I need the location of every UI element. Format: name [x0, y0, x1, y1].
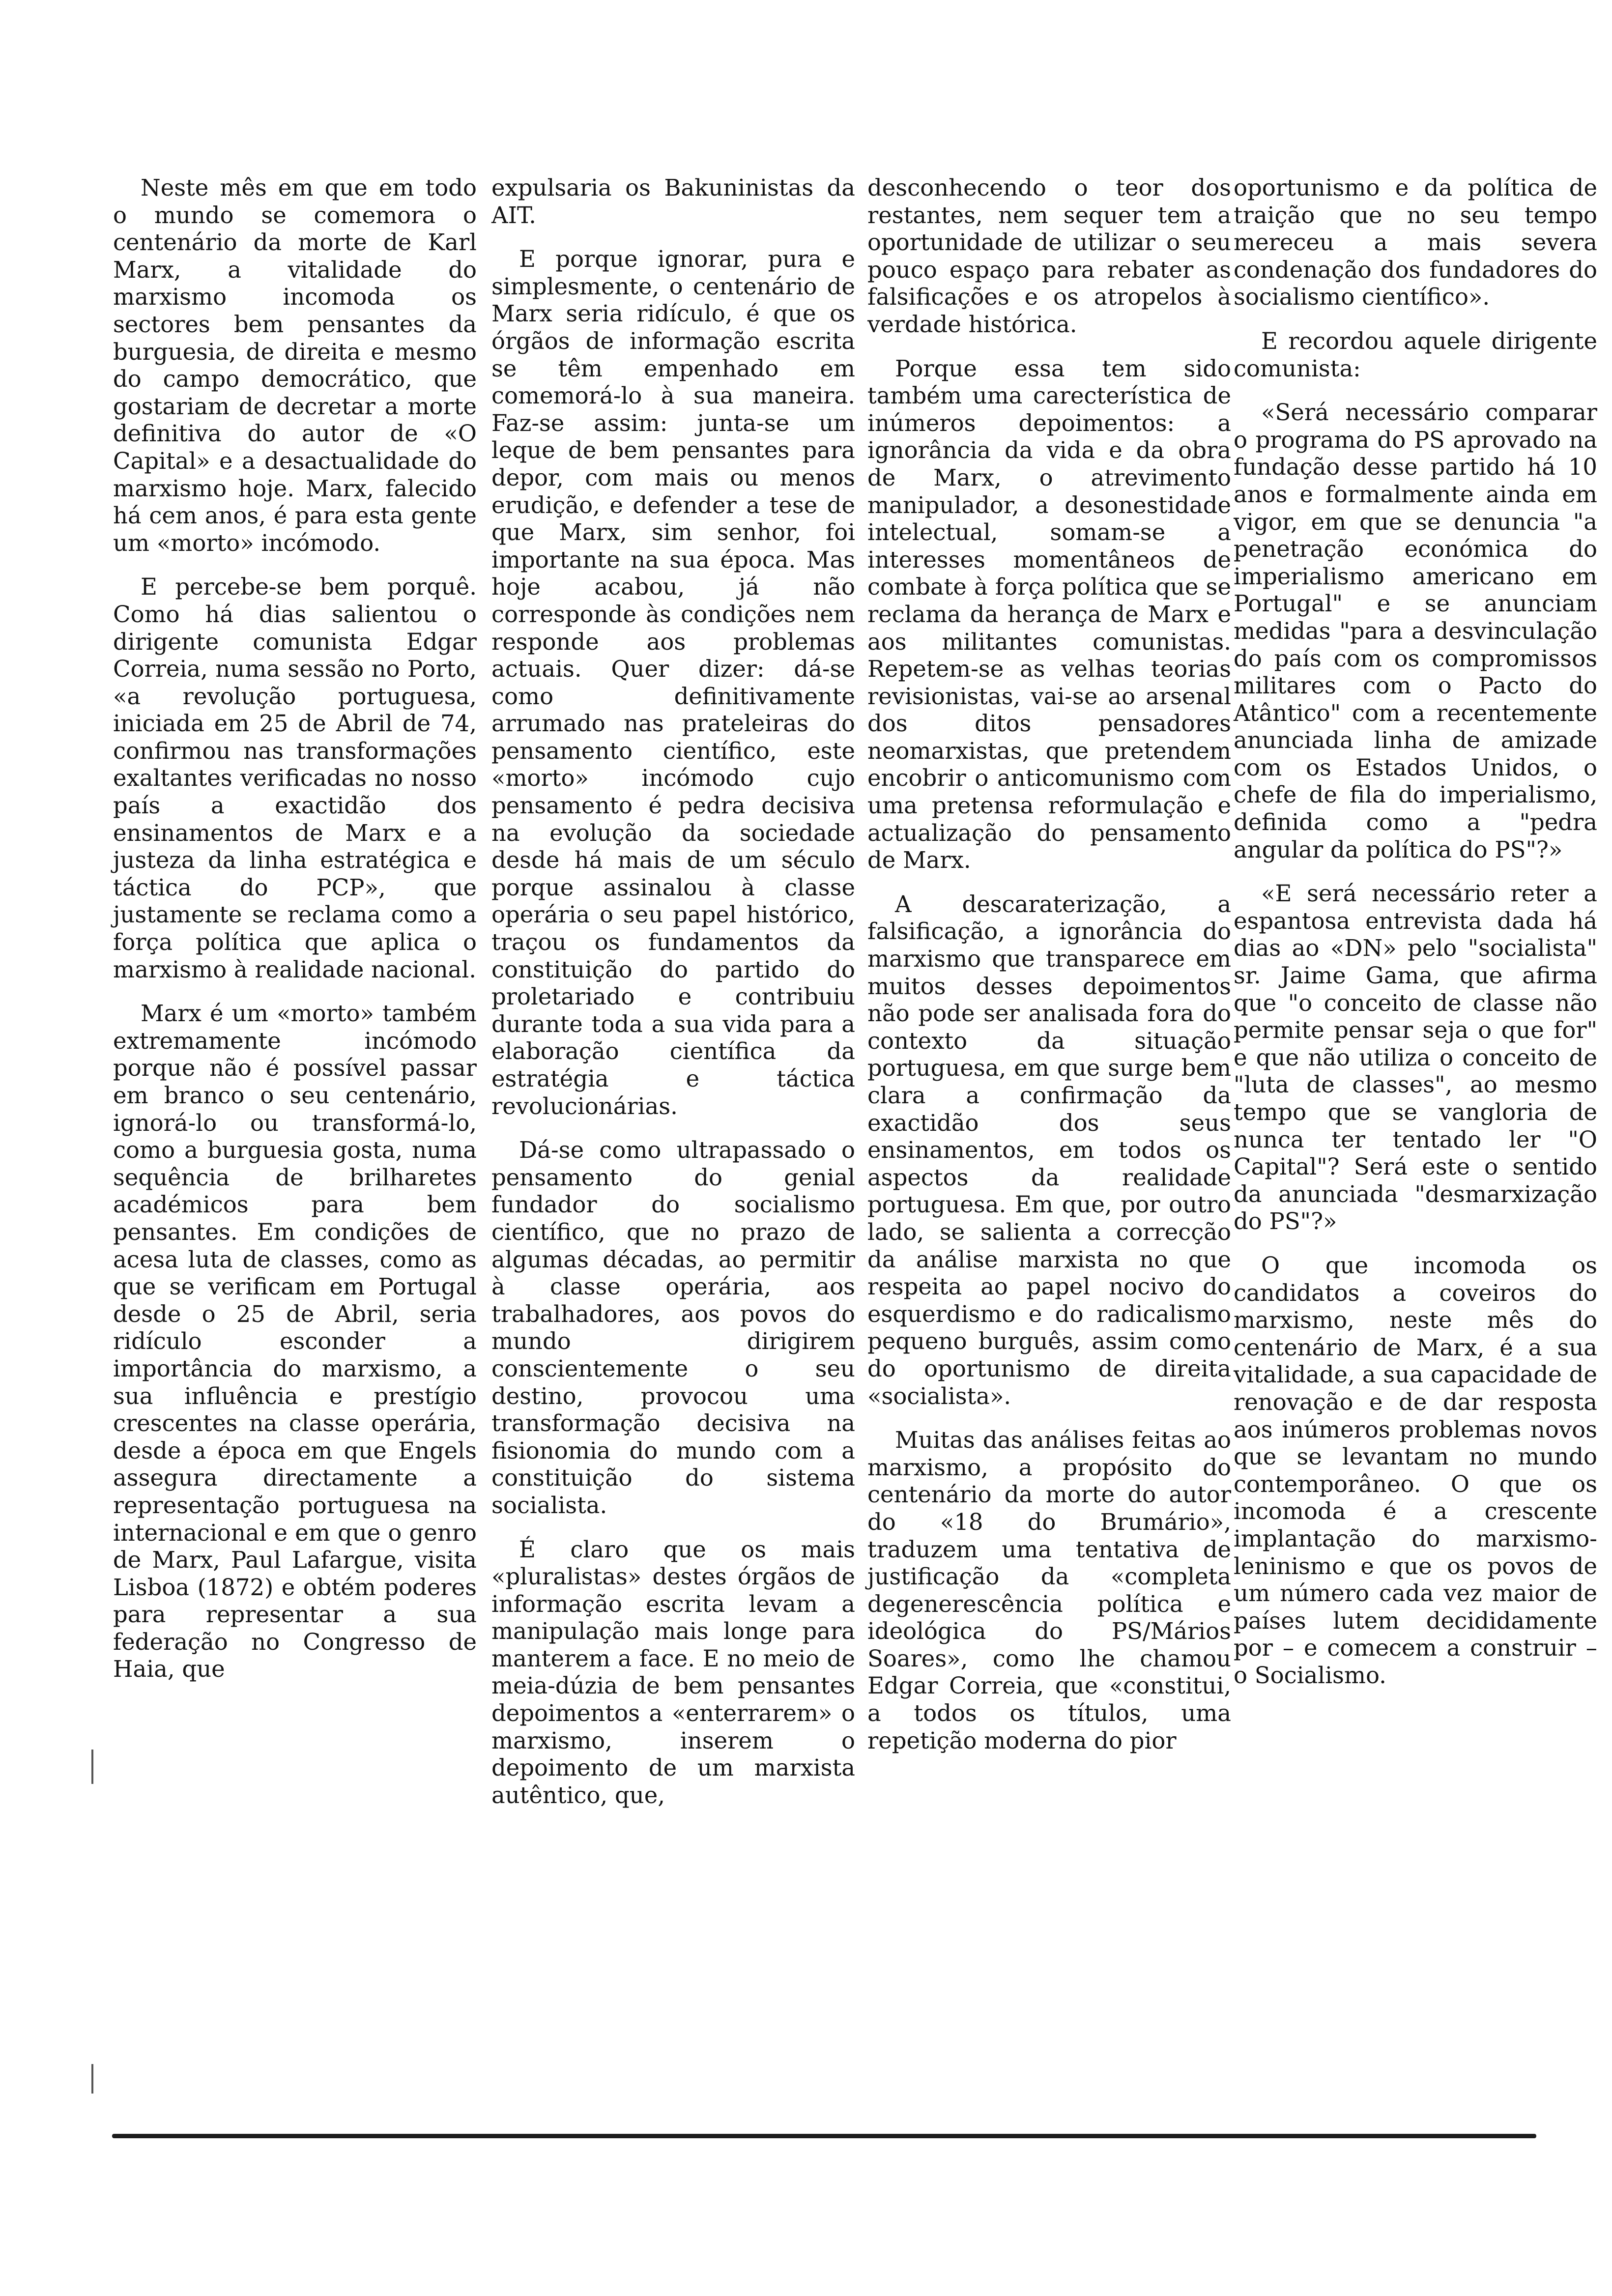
article-paragraph: Muitas das análises feitas ao marxismo, a propósito do centenário da morte do autor do «18 do Brumário», traduzem uma tentativa de justificação da «completa degenerescência política e ideológica do PS/Mários Soares», como lhe chamou Edgar Correia, que «constitui, a todos os títulos, uma repetição moderna do pior [867, 1427, 1231, 1754]
article-paragraph: Dá-se como ultrapassado o pensamento do genial fundador do socialismo científico, que no prazo de algumas décadas, ao permitir à classe operária, aos trabalhadores, aos povos do mundo dirigirem conscientemente o seu destino, provocou uma transformação decisiva na fisionomia do mundo com a constituição do sistema socialista. [491, 1137, 855, 1519]
article-paragraph: É claro que os mais «pluralistas» destes órgãos de informação escrita levam a manipulação mais longe para manterem a face. E no meio de meia-dúzia de bem pensantes depoimentos a «enterrarem» o marxismo, inserem o depoimento de um marxista autêntico, que, [491, 1536, 855, 1808]
article-paragraph: E percebe-se bem porquê. Como há dias salientou o dirigente comunista Edgar Correia, numa sessão no Porto, «a revolução portuguesa, iniciada em 25 de Abril de 74, confirmou nas transformações exaltantes verificadas no nosso país a exactidão dos ensinamentos de Marx e a justeza da linha estratégica e táctica do PCP», que justamente se reclama como a força política que aplica o marxismo à realidade nacional. [113, 574, 477, 983]
article-column-3 [867, 174, 1231, 1771]
margin-mark [91, 1750, 93, 1784]
article-column-2 [491, 174, 855, 1826]
article-column-4 [1234, 174, 1597, 1706]
article-paragraph: desconhecendo o teor dos restantes, nem sequer tem a oportunidade de utilizar o seu pouco espaço para rebater as falsificações e os atropelos à verdade histórica. [867, 174, 1231, 338]
bottom-rule [112, 2134, 1536, 2138]
article-paragraph: oportunismo e da política de traição que no seu tempo mereceu a mais severa condenação dos fundadores do socialismo científico». [1234, 174, 1597, 311]
article-paragraph: E porque ignorar, pura e simplesmente, o centenário de Marx seria ridículo, é que os órgãos de informação escrita se têm empenhado em comemorá-lo à sua maneira. Faz-se assim: junta-se um leque de bem pensantes para depor, com mais ou menos erudição, e defender a tese de que Marx, sim senhor, foi importante na sua época. Mas hoje acabou, já não corresponde às condições nem responde aos problemas actuais. Quer dizer: dá-se como definitivamente arrumado nas prateleiras do pensamento científico, este «morto» incómodo cujo pensamento é pedra decisiva na evolução da sociedade desde há mais de um século porque assinalou à classe operária o seu papel histórico, traçou os fundamentos da constituição do partido do proletariado e contribuiu durante toda a sua vida para a elaboração científica da estratégia e táctica revolucionárias. [491, 246, 855, 1119]
article-paragraph: Neste mês em que em todo o mundo se comemora o centenário da morte de Karl Marx, a vitalidade do marxismo incomoda os sectores bem pensantes da burguesia, de direita e mesmo do campo democrático, que gostariam de decretar a morte definitiva do autor de «O Capital» e a desactualidade do marxismo hoje. Marx, falecido há cem anos, é para esta gente um «morto» incómodo. [113, 174, 477, 556]
article-paragraph: «E será necessário reter a espantosa entrevista dada há dias ao «DN» pelo "socialista" sr. Jaime Gama, que afirma que "o conceito de classe não permite pensar seja o que for" e que não utiliza o conceito de "luta de classes", ao mesmo tempo que se vangloria de nunca ter tentado ler "O Capital"? Será este o sentido da anunciada "desmarxização do PS"?» [1234, 880, 1597, 1235]
article-paragraph: Marx é um «morto» também extremamente incómodo porque não é possível passar em branco o seu centenário, ignorá-lo ou transformá-lo, como a burguesia gosta, numa sequência de brilharetes académicos para bem pensantes. Em condições de acesa luta de classes, como as que se verificam em Portugal desde o 25 de Abril, seria ridículo esconder a importância do marxismo, a sua influência e prestígio crescentes na classe operária, desde a época em que Engels assegura directamente a representação portuguesa na internacional e em que o genro de Marx, Paul Lafargue, visita Lisboa (1872) e obtém poderes para representar a sua federação no Congresso de Haia, que [113, 1000, 477, 1683]
article-paragraph: Porque essa tem sido também uma carecterística de inúmeros depoimentos: a ignorância da vida e da obra de Marx, o atrevimento manipulador, a desonestidade intelectual, somam-se a interesses momentâneos de combate à força política que se reclama da herança de Marx e aos militantes comunistas. Repetem-se as velhas teorias revisionistas, vai-se ao arsenal dos ditos pensadores neomarxistas, que pretendem encobrir o anticomunismo com uma pretensa reformulação e actualização do pensamento de Marx. [867, 355, 1231, 874]
article-paragraph: O que incomoda os candidatos a coveiros do marxismo, neste mês do centenário de Marx, é a sua vitalidade, a sua capacidade de renovação e de dar resposta aos inúmeros problemas novos que se levantam no mundo contemporâneo. O que os incomoda é a crescente implantação do marxismo-leninismo e que os povos de um número cada vez maior de países lutem decididamente por – e comecem a construir – o Socialismo. [1234, 1252, 1597, 1689]
article-paragraph: A descaraterização, a falsificação, a ignorância do marxismo que transparece em muitos desses depoimentos não pode ser analisada fora do contexto da situação portuguesa, em que surge bem clara a confirmação da exactidão dos seus ensinamentos, em todos os aspectos da realidade portuguesa. Em que, por outro lado, se salienta a correcção da análise marxista no que respeita ao papel nocivo do esquerdismo e do radicalismo pequeno burguês, assim como do oportunismo de direita «socialista». [867, 890, 1231, 1409]
article-column-1 [113, 174, 477, 1700]
margin-mark [91, 2064, 93, 2094]
article-paragraph: E recordou aquele dirigente comunista: [1234, 327, 1597, 382]
article-paragraph: «Será necessário comparar o programa do PS aprovado na fundação desse partido há 10 anos e formalmente ainda em vigor, em que se denuncia "a penetração económica do imperialismo americano em Portugal" e se anunciam medidas "para a desvinculação do país com os compromissos militares com o Pacto do Atântico" com a recentemente anunciada linha de amizade com os Estados Unidos, o chefe de fila do imperialismo, definida como a "pedra angular da política do PS"?» [1234, 399, 1597, 863]
article-paragraph: expulsaria os Bakuninistas da AIT. [491, 174, 855, 229]
